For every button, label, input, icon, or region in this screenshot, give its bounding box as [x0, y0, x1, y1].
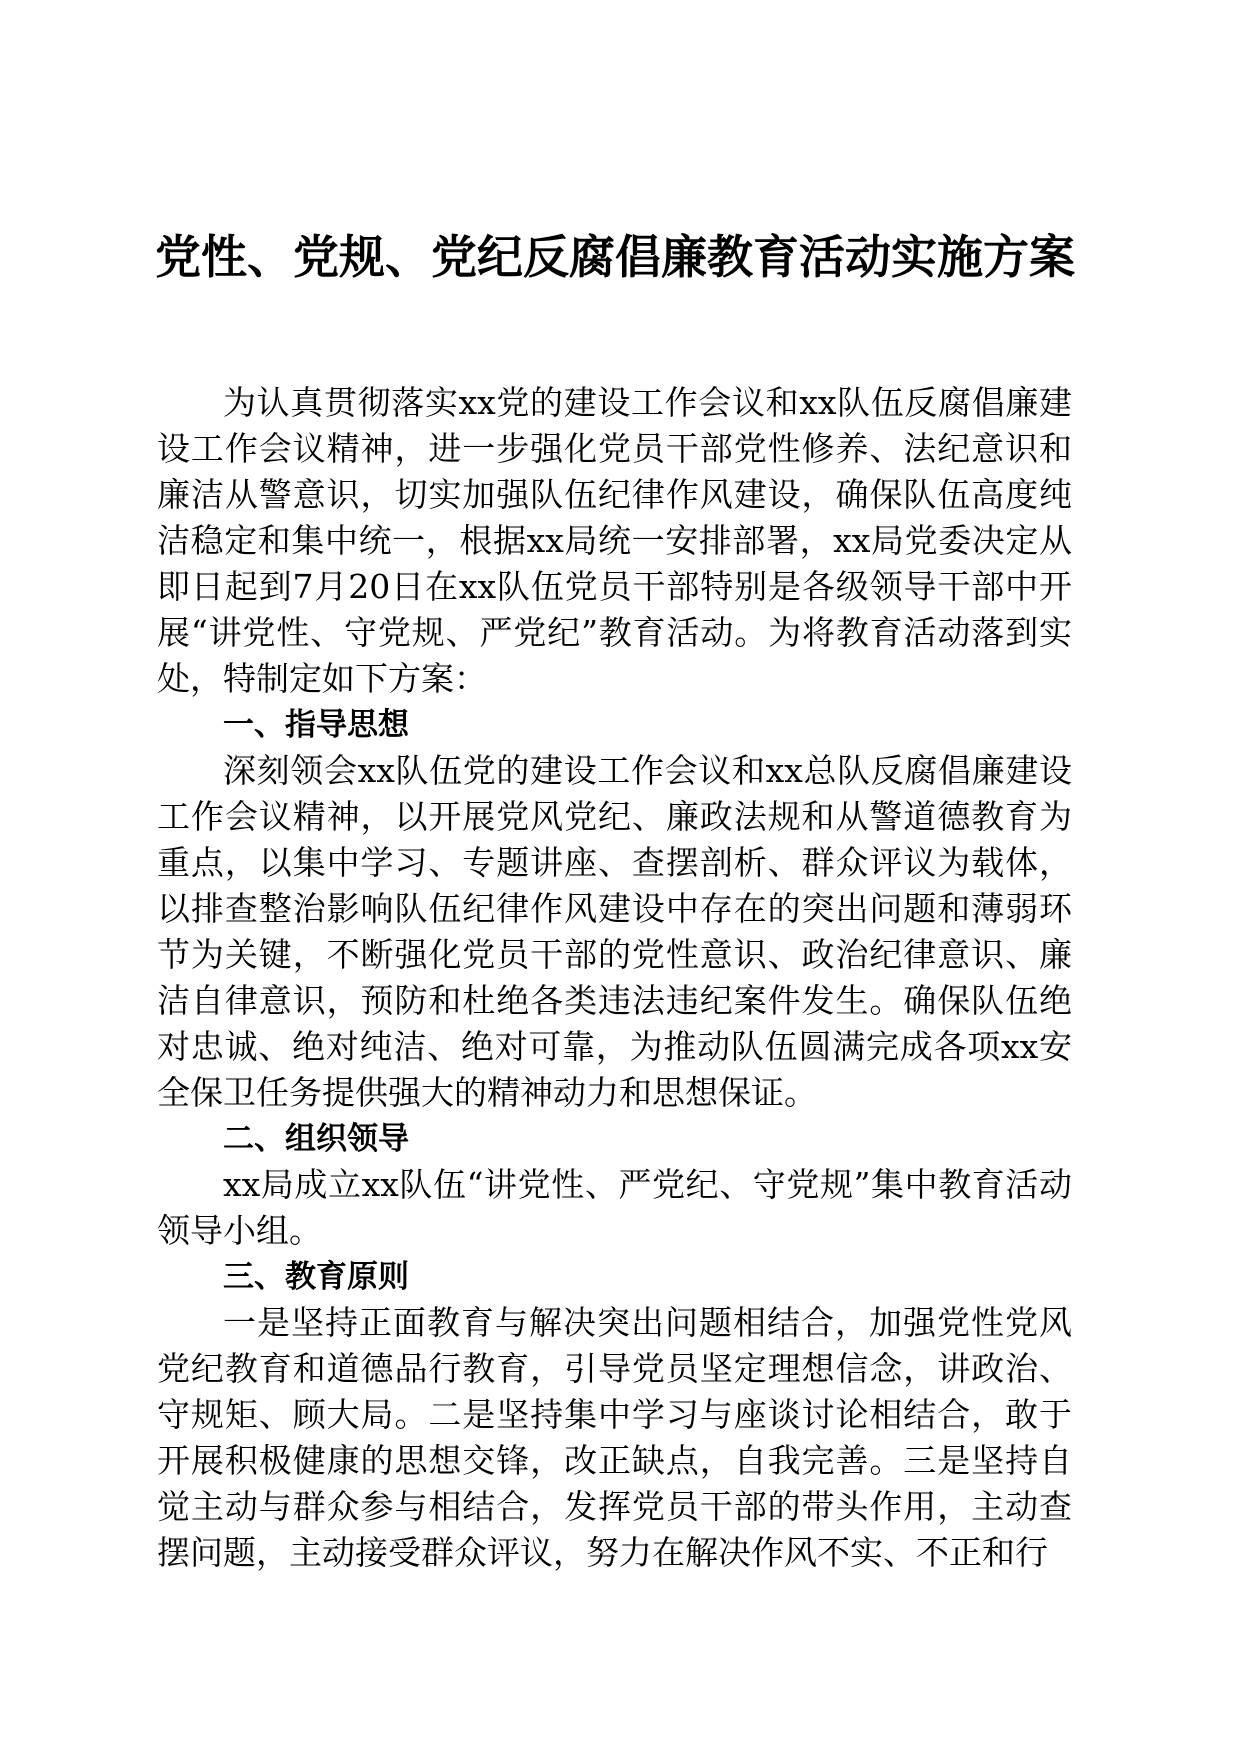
section-heading-guiding-ideology: 一、指导思想 — [223, 707, 409, 743]
intro-paragraph: 为认真贯彻落实xx党的建设工作会议和xx队伍反腐倡廉建设工作会议精神，进一步强化党员干部党性修养、法纪意识和廉洁从警意识，切实加强队伍纪律作风建设，确保队伍高度纯洁稳定和集中统一，根据xx局统一安排部署，xx局党委决定从即日起到7月20日在xx队伍党员干部特别是各级领导干部中开展“讲党性、守党规、严党纪”教育活动。为将教育活动落到实处，特制定如下方案： — [157, 383, 1072, 698]
document-title: 党性、党规、党纪反腐倡廉教育活动实施方案 — [155, 230, 1075, 284]
section-text-organization: xx局成立xx队伍“讲党性、严党纪、守党规”集中教育活动领导小组。 — [157, 1165, 1072, 1250]
section-text-guiding-ideology: 深刻领会xx队伍党的建设工作会议和xx总队反腐倡廉建设工作会议精神，以开展党风党纪、廉政法规和从警道德教育为重点，以集中学习、专题讲座、查摆剖析、群众评议为载体，以排查整治影响队伍纪律作风建设中存在的突出问题和薄弱环节为关键，不断强化党员干部的党性意识、政治纪律意识、廉洁自律意识，预防和杜绝各类违法违纪案件发生。确保队伍绝对忠诚、绝对纯洁、绝对可靠，为推动队伍圆满完成各项xx安全保卫任务提供强大的精神动力和思想保证。 — [157, 751, 1072, 1112]
section-heading-principles: 三、教育原则 — [223, 1259, 409, 1295]
section-text-principles: 一是坚持正面教育与解决突出问题相结合，加强党性党风党纪教育和道德品行教育，引导党员坚定理想信念，讲政治、守规矩、顾大局。二是坚持集中学习与座谈讨论相结合，敢于开展积极健康的思想交锋，改正缺点，自我完善。三是坚持自觉主动与群众参与相结合，发挥党员干部的带头作用，主动查摆问题，主动接受群众评议，努力在解决作风不实、不正和行 — [157, 1303, 1072, 1572]
section-heading-organization: 二、组织领导 — [223, 1121, 409, 1157]
document-body — [157, 380, 1072, 1576]
